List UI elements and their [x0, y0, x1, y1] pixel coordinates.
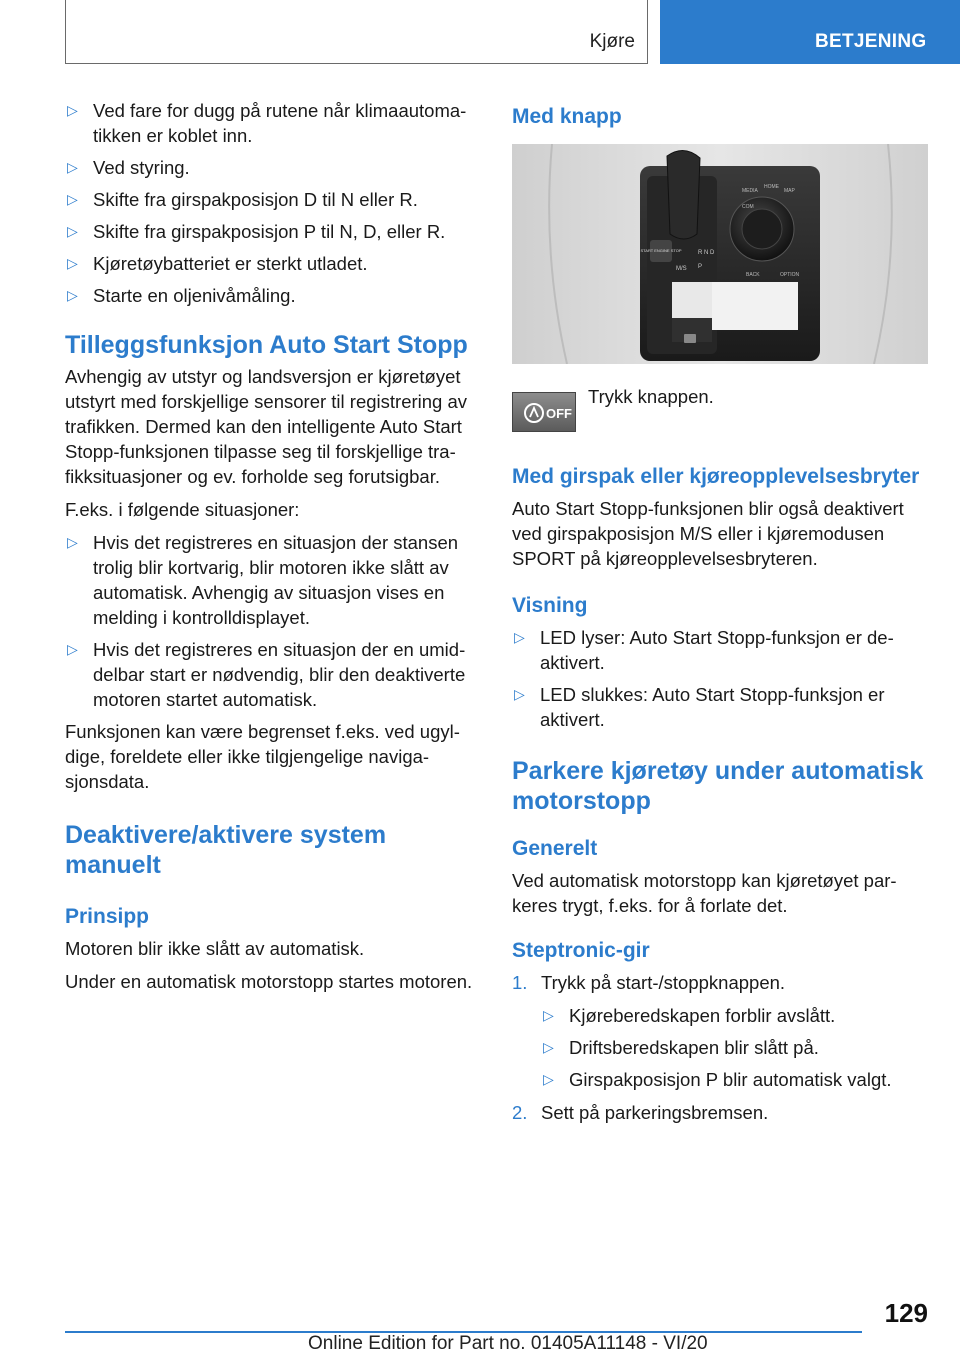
- list-item: ▷ LED slukkes: Auto Start Stopp-funksjon er aktivert.: [514, 684, 885, 730]
- svg-text:MEDIA: MEDIA: [742, 188, 758, 194]
- heading-general: Generelt: [512, 837, 598, 860]
- triangle-right-icon: ▷: [543, 1007, 554, 1023]
- heading-steptronic: Steptronic-gir: [512, 939, 650, 962]
- triangle-right-icon: ▷: [67, 159, 78, 175]
- list-item: ▷ Starte en oljenivåmåling.: [67, 285, 296, 306]
- list-item: ▷ Ved styring.: [67, 157, 190, 178]
- paragraph-additional-function: Avhengig av utstyr og landsversjon er kjøretøyet utstyrt med forskjellige sensorer til registrering av trafikken. Dermed kan den intelligente Auto Start Stopp-funksjonen tilpasse seg til forskjellige trafikksituasjoner og ev. forholde seg forutsigbar.: [65, 366, 468, 487]
- triangle-right-icon: ▷: [67, 287, 78, 303]
- triangle-right-icon: ▷: [67, 255, 78, 271]
- paragraph-limitation: Funksjonen kan være begrenset f.eks. ved ugyldige, foreldete eller ikke tilgjengelige navigasjonsdata.: [65, 721, 460, 792]
- paragraph-example: F.eks. i følgende situasjoner:: [65, 499, 300, 520]
- steptronic-steps: [512, 970, 928, 1125]
- auto-start-stop-off-icon: [512, 392, 576, 432]
- footer-edition: Online Edition for Part no. 01405A11148 - VI/20: [308, 1333, 708, 1354]
- list-item: ▷ Ved fare for dugg på rutene når klimaautomatikken er koblet inn.: [67, 100, 467, 146]
- triangle-right-icon: ▷: [514, 686, 525, 702]
- svg-text:OPTION: OPTION: [780, 272, 800, 278]
- list-item: ▷ Skifte fra girspakposisjon D til N eller R.: [67, 189, 418, 210]
- right-column: [512, 98, 928, 1133]
- svg-text:OFF: OFF: [546, 406, 572, 421]
- list-item: ▷ LED lyser: Auto Start Stopp-funksjon er deaktivert.: [514, 627, 894, 673]
- paragraph-principle-2: Under en automatisk motorstopp startes motoren.: [65, 971, 473, 992]
- paragraph-principle-1: Motoren blir ikke slått av automatisk.: [65, 938, 365, 959]
- step-item: 2. Sett på parkeringsbremsen.: [512, 1102, 769, 1123]
- svg-text:COM: COM: [742, 204, 754, 210]
- triangle-right-icon: ▷: [543, 1039, 554, 1055]
- header-section-tab: [660, 0, 960, 64]
- triangle-right-icon: ▷: [67, 641, 78, 657]
- svg-text:R N D: R N D: [698, 250, 715, 256]
- heading-park: Parkere kjøretøy under automatisk motorstopp: [512, 757, 924, 815]
- list-item: ▷ Hvis det registreres en situasjon der en umiddelbar start er nødvendig, blir den deaktiverte motoren startet automatisk.: [67, 639, 466, 710]
- auto-hold-button: [684, 334, 696, 343]
- triangle-right-icon: ▷: [543, 1071, 554, 1087]
- button-instruction: [512, 384, 928, 446]
- list-item: ▷ Kjøretøybatteriet er sterkt utladet.: [67, 253, 368, 274]
- list-item: ▷ Hvis det registreres en situasjon der stansen trolig blir kortvarig, blir motoren ikke slått av automatisk. Avhengig av situasjon vises en melding i kontrolldisplayet.: [67, 532, 459, 628]
- section-title: BETJENING: [815, 31, 927, 52]
- svg-text:HOME: HOME: [764, 184, 779, 190]
- header-chapter-box: [65, 0, 648, 64]
- intro-bullet-list: [65, 98, 478, 308]
- left-column: [65, 98, 478, 1002]
- svg-text:START ENGINE STOP: START ENGINE STOP: [640, 248, 682, 253]
- chapter-title: Kjøre: [589, 31, 635, 52]
- triangle-right-icon: ▷: [67, 223, 78, 239]
- press-button-text: Trykk knappen.: [588, 386, 714, 407]
- heading-selector: Med girspak eller kjøreopplevelsesbryter: [512, 465, 920, 488]
- triangle-right-icon: ▷: [67, 191, 78, 207]
- example-bullet-list: [65, 530, 478, 712]
- heading-with-button: Med knapp: [512, 105, 622, 128]
- paragraph-selector: Auto Start Stopp-funksjonen blir også deaktivert ved girspakposisjon M/S eller i kjøremodusen SPORT på kjøreopplevelsesbryteren.: [512, 498, 904, 569]
- step-item: 1. Trykk på start-/stoppknappen. ▷ Kjøreberedskapen forblir avslått. ▷ Driftsberedskapen blir slått på. ▷ Girspakposisjon P blir automatisk valgt.: [512, 970, 928, 1092]
- triangle-right-icon: ▷: [514, 629, 525, 645]
- list-item: ▷ Skifte fra girspakposisjon P til N, D, eller R.: [67, 221, 446, 242]
- heading-display: Visning: [512, 594, 588, 617]
- svg-text:MAP: MAP: [784, 188, 795, 194]
- list-item: ▷ Kjøreberedskapen forblir avslått.: [543, 1005, 836, 1026]
- triangle-right-icon: ▷: [67, 102, 78, 118]
- heading-additional-function: Tilleggsfunksjon Auto Start Stopp: [65, 331, 468, 359]
- paragraph-general: Ved automatisk motorstopp kan kjøretøyet parkeres trygt, f.eks. for å forlate det.: [512, 870, 897, 916]
- display-bullet-list: [512, 625, 928, 732]
- gear-selector-photo: [512, 144, 928, 364]
- triangle-right-icon: ▷: [67, 534, 78, 550]
- list-item: ▷ Girspakposisjon P blir automatisk valgt.: [543, 1069, 892, 1090]
- list-item: ▷ Driftsberedskapen blir slått på.: [543, 1037, 819, 1058]
- gear-lever: [667, 150, 700, 239]
- svg-text:BACK: BACK: [746, 272, 760, 278]
- heading-manual: Deaktivere/aktivere system manuelt: [65, 821, 387, 879]
- page-number: 129: [884, 1298, 928, 1328]
- svg-text:M/S: M/S: [676, 266, 687, 272]
- svg-text:P: P: [698, 264, 703, 270]
- step-sub-list: [541, 1003, 928, 1092]
- heading-principle: Prinsipp: [65, 905, 150, 928]
